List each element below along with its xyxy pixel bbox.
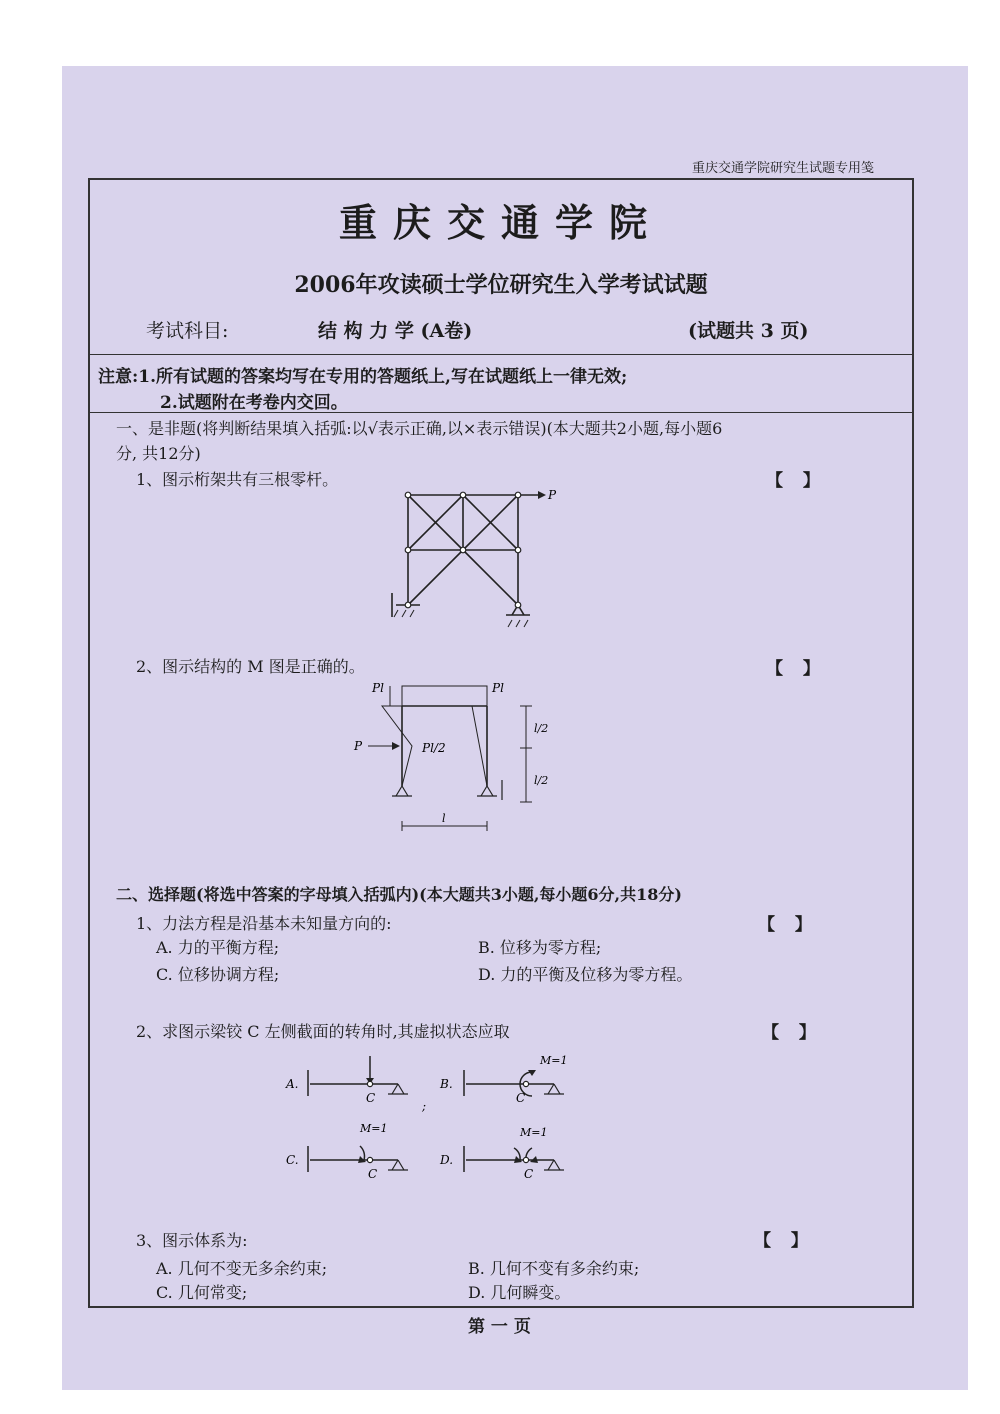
subject-label: 考试科目:	[146, 320, 229, 342]
s2-q1-option-d: D. 力的平衡及位移为零方程。	[478, 965, 693, 984]
s2-q1-option-c: C. 位移协调方程;	[156, 965, 280, 984]
beam-node-label: C	[516, 1091, 526, 1105]
dim-bottom-label: l/2	[534, 774, 549, 787]
moment-unit-label: M=1	[540, 1054, 568, 1067]
truss-figure	[370, 485, 570, 635]
beam-option-separator: ;	[422, 1099, 427, 1113]
pages-info: (试题共 3 页)	[688, 320, 809, 342]
beam-node-label: C	[366, 1091, 376, 1105]
letterhead: 重庆交通学院研究生试题专用笺	[692, 161, 875, 176]
section2-heading: 二、选择题(将选中答案的字母填入括弧内)(本大题共3小题,每小题6分,共18分)	[116, 885, 682, 904]
s2-q3-option-d: D. 几何瞬变。	[468, 1283, 571, 1302]
dim-top-label: l/2	[534, 722, 549, 735]
s2-q2-stem: 2、求图示梁铰 C 左侧截面的转角时,其虚拟状态应取	[136, 1022, 510, 1041]
section1-heading-cont: 分, 共12分)	[116, 444, 201, 463]
answer-bracket: 【 】	[762, 1023, 816, 1043]
beam-options-figure	[280, 1048, 600, 1182]
truss-load-label: P	[548, 488, 557, 502]
moment-label-right: Pl	[492, 681, 504, 695]
s2-q3-stem: 3、图示体系为:	[136, 1231, 248, 1250]
s2-q1-option-b: B. 位移为零方程;	[478, 938, 602, 957]
s2-q3-option-b: B. 几何不变有多余约束;	[468, 1259, 640, 1278]
s2-q3-option-c: C. 几何常变;	[156, 1283, 248, 1302]
dim-span-label: l	[442, 812, 446, 825]
s2-q1-option-a: A. 力的平衡方程;	[156, 938, 280, 957]
answer-bracket: 【 】	[766, 659, 820, 679]
divider-header	[88, 354, 914, 355]
beam-option-d-label: D.	[440, 1153, 454, 1167]
answer-bracket: 【 】	[754, 1231, 808, 1251]
s1-q2-stem: 2、图示结构的 M 图是正确的。	[136, 657, 365, 676]
s1-q1-stem: 1、图示桁架共有三根零杆。	[136, 470, 339, 489]
school-name: 重庆交通学院	[338, 200, 663, 245]
moment-label-half: Pl/2	[422, 741, 446, 755]
s2-q3-option-a: A. 几何不变无多余约束;	[156, 1259, 328, 1278]
beam-node-label: C	[368, 1167, 378, 1181]
exam-title: 2006年攻读硕士学位研究生入学考试试题	[294, 272, 708, 298]
subject-name: 结 构 力 学 (A卷)	[318, 320, 473, 342]
moment-unit-label: M=1	[360, 1122, 388, 1135]
beam-option-a-label: A.	[286, 1077, 299, 1091]
section1-heading: 一、是非题(将判断结果填入括弧:以√表示正确,以×表示错误)(本大题共2小题,每小题6	[116, 419, 723, 438]
notice-line2: 2.试题附在考卷内交回。	[160, 393, 348, 413]
answer-bracket: 【 】	[766, 471, 820, 491]
moment-unit-label: M=1	[520, 1126, 548, 1139]
answer-bracket: 【 】	[758, 915, 812, 935]
frame-load-label: P	[354, 739, 363, 753]
frame-moment-figure	[340, 676, 570, 836]
notice-line1: 注意:1.所有试题的答案均写在专用的答题纸上,写在试题纸上一律无效;	[98, 367, 628, 387]
beam-node-label: C	[524, 1167, 534, 1181]
s2-q1-stem: 1、力法方程是沿基本未知量方向的:	[136, 914, 392, 933]
page-number: 第 一 页	[468, 1317, 531, 1337]
beam-option-b-label: B.	[440, 1077, 453, 1091]
moment-label-left: Pl	[372, 681, 384, 695]
beam-option-c-label: C.	[286, 1153, 299, 1167]
